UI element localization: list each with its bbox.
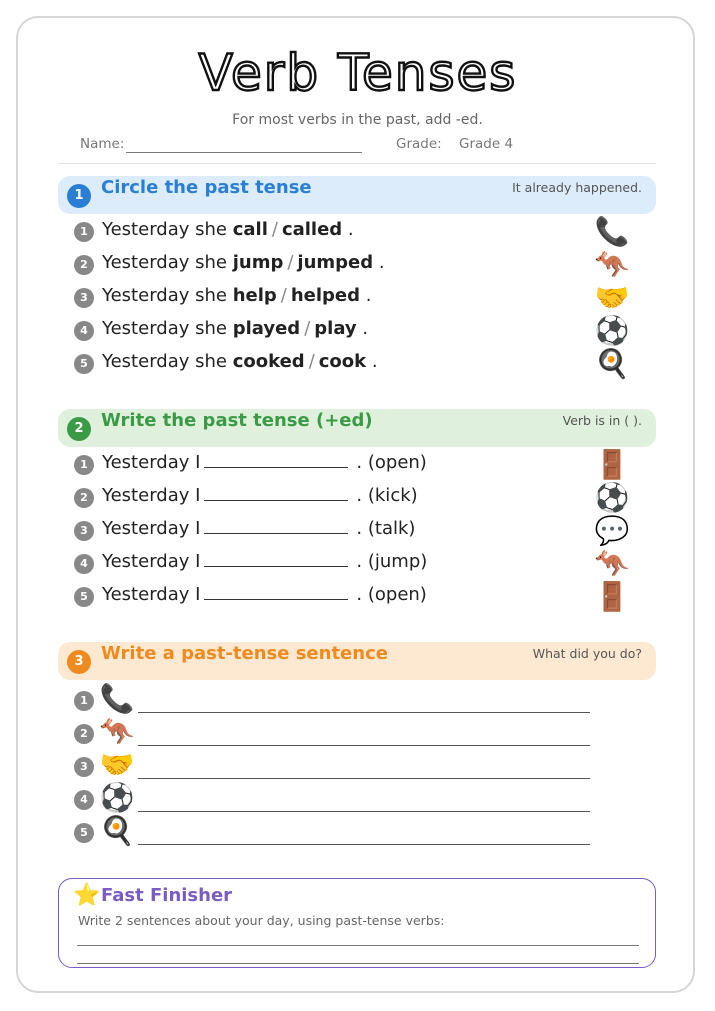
sentence-prefix: Yesterday I	[102, 518, 201, 539]
sentence	[102, 584, 427, 605]
section-2-badge: 2	[67, 417, 91, 441]
fast-finisher-title: Fast Finisher	[101, 885, 233, 906]
star-icon: ⭐	[73, 883, 101, 908]
item-number: 5	[74, 823, 94, 843]
page-title-text: Verb Tenses	[198, 44, 517, 102]
exercise-row	[74, 580, 644, 613]
item-number: 1	[74, 455, 94, 475]
sentence-end: .	[362, 318, 369, 339]
sentence-end: .	[365, 285, 372, 306]
speech-bubble-icon: 💬	[594, 514, 630, 547]
sentence	[102, 219, 354, 240]
item-number: 2	[74, 488, 94, 508]
section-1-header	[58, 176, 656, 214]
sentence	[102, 318, 368, 339]
verb-hint: . (open)	[356, 452, 427, 473]
sentence	[102, 551, 427, 572]
item-number: 3	[74, 521, 94, 541]
option-separator: /	[280, 285, 287, 306]
section-1-note: It already happened.	[512, 180, 642, 195]
sentence-prefix: Yesterday she	[102, 285, 227, 306]
sentence-prefix: Yesterday she	[102, 351, 227, 372]
option-separator: /	[287, 252, 294, 273]
kangaroo-icon: 🦘	[594, 248, 630, 281]
section-3-badge: 3	[67, 650, 91, 674]
section-3-header	[58, 642, 656, 680]
writing-row	[74, 783, 594, 813]
item-number: 1	[74, 691, 94, 711]
answer-line[interactable]	[138, 712, 590, 713]
grade-value: Grade 4	[459, 136, 514, 152]
exercise-row	[74, 514, 644, 547]
item-number: 5	[74, 354, 94, 374]
section-3-note: What did you do?	[532, 646, 642, 661]
item-number: 3	[74, 288, 94, 308]
item-number: 1	[74, 222, 94, 242]
sentence	[102, 351, 378, 372]
handshake-icon: 🤝	[594, 281, 630, 314]
sentence-prefix: Yesterday she	[102, 219, 227, 240]
soccer-ball-icon: ⚽	[594, 481, 630, 514]
door-icon: 🚪	[594, 448, 630, 481]
writing-row	[74, 816, 594, 846]
exercise-row	[74, 347, 644, 380]
section-2-header	[58, 409, 656, 447]
option-separator: /	[304, 318, 311, 339]
soccer-ball-icon: ⚽	[99, 781, 135, 814]
soccer-ball-icon: ⚽	[594, 314, 630, 347]
page-title	[0, 40, 715, 104]
verb-option[interactable]: jumped	[297, 252, 374, 273]
sentence	[102, 252, 385, 273]
answer-blank[interactable]	[204, 585, 348, 600]
answer-line[interactable]	[138, 844, 590, 845]
section-1-badge: 1	[67, 184, 91, 208]
item-number: 4	[74, 790, 94, 810]
answer-line[interactable]	[77, 963, 639, 964]
exercise-row	[74, 314, 644, 347]
verb-option[interactable]: jump	[232, 252, 284, 273]
handshake-icon: 🤝	[99, 748, 135, 781]
sentence-end: .	[378, 252, 385, 273]
answer-blank[interactable]	[204, 453, 348, 468]
sentence-prefix: Yesterday I	[102, 584, 201, 605]
answer-blank[interactable]	[204, 486, 348, 501]
writing-row	[74, 684, 594, 714]
answer-line[interactable]	[138, 811, 590, 812]
phone-icon: 📞	[99, 682, 135, 715]
sentence-end: .	[347, 219, 354, 240]
header-divider	[58, 163, 656, 164]
section-2-note: Verb is in ( ).	[562, 413, 642, 428]
section-1-title: Circle the past tense	[101, 177, 312, 198]
exercise-row	[74, 481, 644, 514]
name-field[interactable]	[126, 152, 362, 153]
exercise-row	[74, 248, 644, 281]
exercise-row	[74, 215, 644, 248]
sentence-prefix: Yesterday she	[102, 318, 227, 339]
verb-option[interactable]: played	[232, 318, 301, 339]
verb-option[interactable]: cook	[318, 351, 367, 372]
verb-option[interactable]: cooked	[232, 351, 305, 372]
kangaroo-icon: 🦘	[594, 547, 630, 580]
frying-pan-icon: 🍳	[99, 814, 135, 847]
answer-blank[interactable]	[204, 552, 348, 567]
exercise-row	[74, 281, 644, 314]
option-separator: /	[271, 219, 278, 240]
writing-row	[74, 717, 594, 747]
fast-finisher-description: Write 2 sentences about your day, using past-tense verbs:	[78, 913, 445, 928]
exercise-row	[74, 448, 644, 481]
section-2-title: Write the past tense (+ed)	[101, 410, 373, 431]
verb-hint: . (talk)	[356, 518, 416, 539]
fast-finisher-box	[58, 878, 656, 968]
sentence	[102, 452, 427, 473]
sentence	[102, 285, 372, 306]
verb-option[interactable]: help	[232, 285, 277, 306]
verb-hint: . (kick)	[356, 485, 418, 506]
writing-row	[74, 750, 594, 780]
sentence-prefix: Yesterday she	[102, 252, 227, 273]
answer-blank[interactable]	[204, 519, 348, 534]
verb-hint: . (jump)	[356, 551, 428, 572]
item-number: 3	[74, 757, 94, 777]
sentence	[102, 518, 415, 539]
item-number: 4	[74, 554, 94, 574]
verb-option[interactable]: called	[281, 219, 343, 240]
item-number: 4	[74, 321, 94, 341]
sentence-end: .	[371, 351, 378, 372]
student-info-row	[80, 136, 640, 156]
verb-option[interactable]: call	[232, 219, 268, 240]
item-number: 2	[74, 255, 94, 275]
exercise-row	[74, 547, 644, 580]
name-label: Name:	[80, 136, 125, 152]
item-number: 2	[74, 724, 94, 744]
door-icon: 🚪	[594, 580, 630, 613]
answer-line[interactable]	[138, 745, 590, 746]
sentence-prefix: Yesterday I	[102, 452, 201, 473]
answer-line[interactable]	[77, 945, 639, 946]
option-separator: /	[308, 351, 315, 372]
grade-label: Grade:	[396, 136, 442, 152]
verb-option[interactable]: play	[314, 318, 357, 339]
verb-hint: . (open)	[356, 584, 427, 605]
verb-option[interactable]: helped	[290, 285, 361, 306]
subtitle: For most verbs in the past, add -ed.	[232, 112, 483, 128]
sentence	[102, 485, 418, 506]
section-3-title: Write a past-tense sentence	[101, 643, 388, 664]
frying-pan-icon: 🍳	[594, 347, 630, 380]
sentence-prefix: Yesterday I	[102, 551, 201, 572]
page-title-art	[178, 40, 538, 104]
phone-icon: 📞	[594, 215, 630, 248]
answer-line[interactable]	[138, 778, 590, 779]
kangaroo-icon: 🦘	[99, 715, 135, 748]
sentence-prefix: Yesterday I	[102, 485, 201, 506]
item-number: 5	[74, 587, 94, 607]
